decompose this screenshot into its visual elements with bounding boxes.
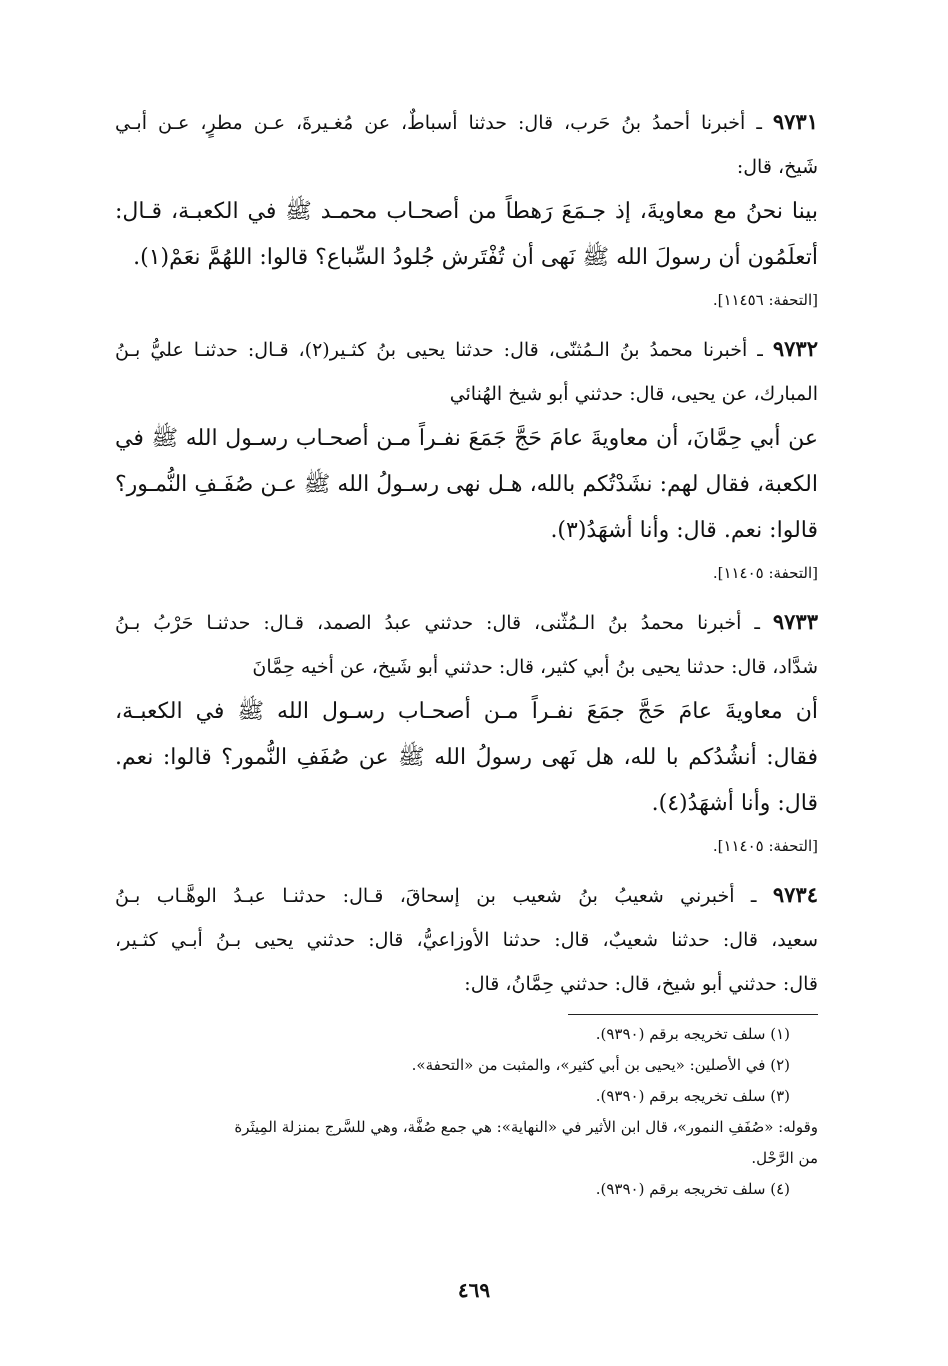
- matn-line: فقال: أنشُدُكم با لله، هل نَهى رسولُ الله ﷺ عن صُفَفِ النُّمور؟ قالوا: نعم.: [115, 745, 818, 770]
- hadith-entry: [115, 600, 818, 859]
- hadith-number: ٩٧٣٢: [772, 336, 818, 361]
- tuhfa-reference: [التحفة: ١١٤٠٥].: [712, 837, 818, 855]
- tuhfa-reference: [التحفة: ١١٤٥٦].: [712, 291, 818, 309]
- footnotes: [115, 1019, 818, 1205]
- isnad-line: ٩٧٣٤ ـ أخبرني شعيبُ بنُ شعيب بن إسحاقَ، قـال: حدثنـا عبـدُ الوهَّـاب بـنُ: [115, 882, 818, 907]
- isnad-line: ٩٧٣٣ ـ أخبرنا محمدُ بنُ الـمُثّنى، قال: حدثني عبدُ الصمد، قـال: حدثنـا حَرْبُ بـنُ: [115, 609, 818, 634]
- isnad-line: ٩٧٣٢ ـ أخبرنا محمدُ بنُ الـمُثنّى، قال: حدثنا يحيى بنُ كثـير(٢)، قـال: حدثنـا عليُّ بـنُ: [115, 336, 818, 361]
- footnote: (٣) سلف تخريجه برقم (٩٣٩٠).: [595, 1087, 790, 1105]
- hadith-entry: [115, 873, 818, 1006]
- matn-line: أتعلَمُون أن رسولَ الله ﷺ نَهى أن تُفْتَرش جُلودُ السِّباع؟ قالوا: اللهُمَّ نعَمْ(١).: [133, 245, 818, 270]
- hadith-number: ٩٧٣٤: [772, 882, 818, 907]
- footnote-separator: [568, 1014, 818, 1015]
- tuhfa-reference: [التحفة: ١١٤٠٥].: [712, 564, 818, 582]
- hadith-number: ٩٧٣١: [772, 109, 818, 134]
- footnote: من الرَّحْل.: [751, 1149, 818, 1167]
- matn-line: أن معاويةَ عامَ حَجَّ جمَعَ نفـراً مـن أصحـاب رسـول الله ﷺ في الكعبـة،: [115, 699, 818, 724]
- hadith-entry: [115, 100, 818, 313]
- footnote: (١) سلف تخريجه برقم (٩٣٩٠).: [595, 1025, 790, 1043]
- matn-line: عن أبي حِمَّانَ، أن معاويةَ عامَ حَجَّ جَمَعَ نفـراً مـن أصحـاب رسـول الله ﷺ في: [115, 426, 818, 451]
- matn-line: قال: وأنا أشهَدُ(٤).: [651, 791, 818, 816]
- page-content: [115, 100, 818, 1205]
- isnad-line: المبارك، عن يحيى، قال: حدثني أبو شيخ الهُنائي: [449, 383, 818, 405]
- matn-line: الكعبة، فقال لهم: نشَدْتُكم بالله، هـل نهى رسـولُ الله ﷺ عـن صُفَـفِ النُّمـور؟: [115, 472, 818, 497]
- matn-line: قالوا: نعم. قال: وأنا أشهَدُ(٣).: [550, 518, 818, 543]
- isnad-line: شَيخ، قال:: [736, 156, 818, 178]
- hadith-number: ٩٧٣٣: [772, 609, 818, 634]
- page-number: ٤٦٩: [457, 1278, 491, 1302]
- isnad-line: قال: حدثني أبو شيخ، قال: حدثني حِمَّانُ، قال:: [464, 973, 818, 995]
- isnad-line: شدَّاد، قال: حدثنا يحيى بنُ أبي كثير، قال: حدثني أبو شَيخ، عن أخيه حِمَّانَ: [252, 656, 818, 678]
- footnote: (٢) في الأصلين: «يحيى بن أبي كثير»، والمثبت من «التحفة».: [411, 1056, 790, 1074]
- matn-line: بينا نحنُ مع معاويةَ، إذ جـمَعَ رَهطاً من أصحـاب محمـد ﷺ في الكعبـة، قـال:: [115, 199, 818, 224]
- footnote: (٤) سلف تخريجه برقم (٩٣٩٠).: [595, 1180, 790, 1198]
- hadith-entry: [115, 327, 818, 586]
- isnad-line: سعيد، قال: حدثنا شعيبٌ، قال: حدثنا الأوزاعيُّ، قال: حدثني يحيى بـنُ أبـي كثـير،: [115, 929, 818, 951]
- footnote: وقوله: «صُفَفِ النمور»، قال ابن الأثير في «النهاية»: هي جمع صُفَّة، وهي للسَّرج بمنزلة المِيثَرة: [234, 1118, 818, 1136]
- isnad-line: ٩٧٣١ ـ أخبرنا أحمدُ بنُ حَرب، قال: حدثنا أسباطٌ، عن مُغـيرةَ، عـن مطرٍ، عـن أبـي: [115, 109, 818, 134]
